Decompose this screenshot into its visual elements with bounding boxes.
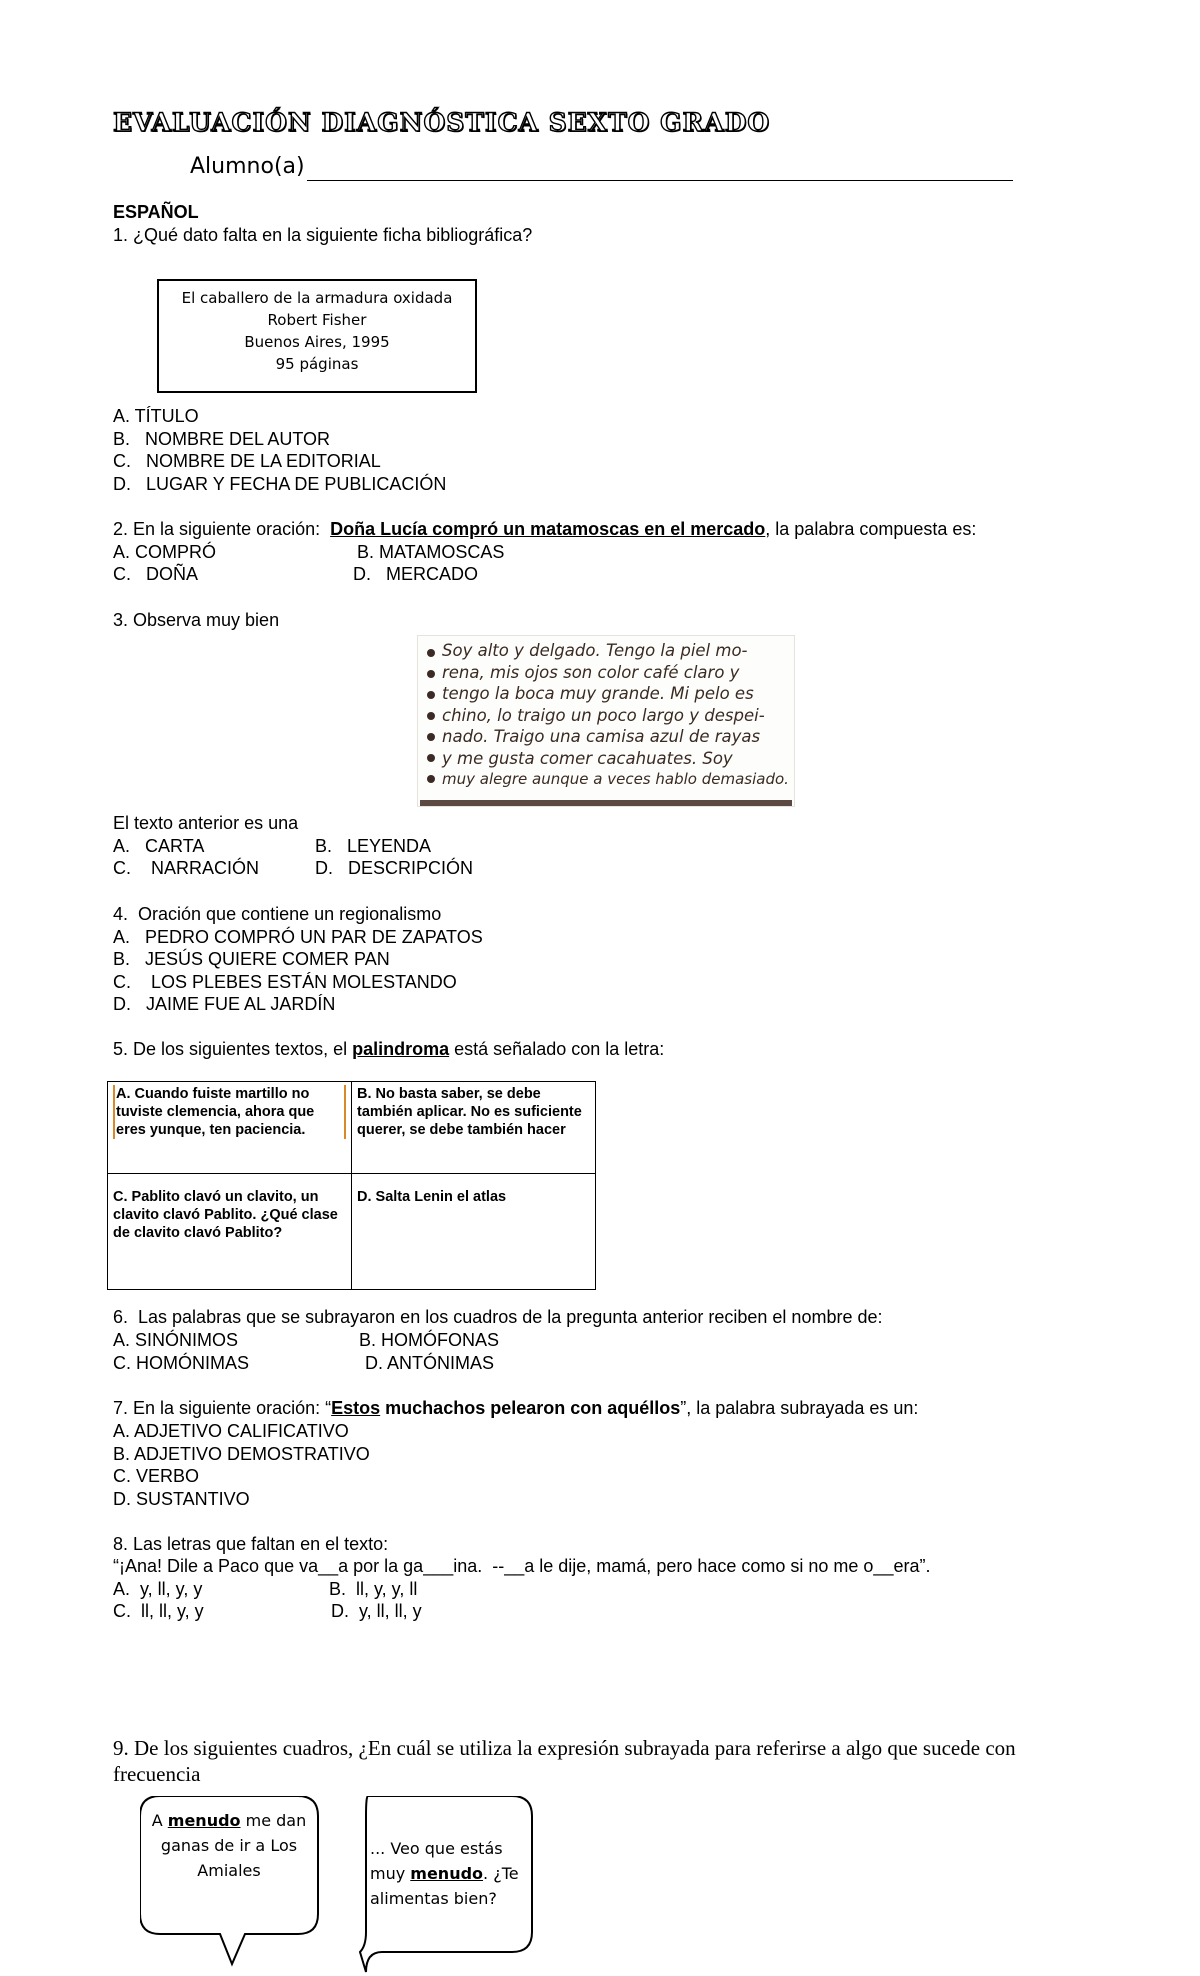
- table-cell-a[interactable]: [108, 1082, 352, 1174]
- q8-text: “¡Ana! Dile a Paco que va__a por la ga___ina. --__a le dije, mamá, pero hace como si no me o__era”.: [113, 1556, 931, 1576]
- bubble-2-text: [370, 1836, 526, 1911]
- q5-suffix: está señalado con la letra:: [449, 1039, 665, 1059]
- q5-prefix: 5. De los siguientes textos, el: [113, 1039, 353, 1059]
- handwritten-line: chino, lo traigo un poco largo y despei-: [442, 705, 765, 725]
- bubble-2-word: menudo: [410, 1864, 484, 1883]
- bubble-1-line: Amiales: [197, 1861, 261, 1880]
- bibliographic-card: [157, 279, 477, 393]
- q7-underlined-word: Estos: [331, 1398, 381, 1418]
- option[interactable]: A. TÍTULO: [113, 406, 199, 426]
- q7-question: [113, 1397, 918, 1420]
- q5-keyword: palindroma: [352, 1039, 450, 1059]
- option[interactable]: B. ADJETIVO DEMOSTRATIVO: [113, 1443, 370, 1464]
- exam-title: EVALUACIÓN DIAGNÓSTICA SEXTO GRADO: [113, 108, 771, 137]
- option[interactable]: A. SINÓNIMOS: [113, 1330, 239, 1350]
- option[interactable]: B. JESÚS QUIERE COMER PAN: [113, 949, 390, 969]
- spiral-rings: [421, 636, 441, 806]
- notebook-image: [417, 635, 795, 807]
- q7-options: [113, 1420, 370, 1510]
- option[interactable]: C. DOÑA: [113, 564, 199, 584]
- option[interactable]: B. ll, y, y, ll: [329, 1579, 418, 1599]
- handwritten-line: rena, mis ojos son color café claro y: [442, 662, 740, 682]
- bubble-1-pre: A: [151, 1811, 168, 1830]
- q8-question: 8. Las letras que faltan en el texto:: [113, 1534, 389, 1554]
- ficha-line: Buenos Aires, 1995: [244, 333, 390, 351]
- option[interactable]: D. LUGAR Y FECHA DE PUBLICACIÓN: [113, 473, 447, 494]
- bubble-2-line: [370, 1861, 526, 1886]
- q4-question: 4. Oración que contiene un regionalismo: [113, 904, 442, 924]
- option[interactable]: B. MATAMOSCAS: [357, 542, 505, 562]
- option[interactable]: B. HOMÓFONAS: [359, 1330, 500, 1350]
- option[interactable]: C. LOS PLEBES ESTÁN MOLESTANDO: [113, 971, 457, 992]
- ficha-line: 95 páginas: [275, 355, 359, 373]
- bubble-1-line: ganas de ir a Los: [160, 1836, 298, 1855]
- table-cell-d[interactable]: [352, 1174, 596, 1290]
- option[interactable]: D. ANTÓNIMAS: [365, 1353, 495, 1373]
- option[interactable]: D. MERCADO: [353, 564, 479, 584]
- q9-question: 9. De los siguientes cuadros, ¿En cuál se utiliza la expresión subrayada para referirse a algo que sucede con frecuencia: [113, 1736, 1016, 1786]
- q7-prefix: 7. En la siguiente oración: “: [113, 1398, 332, 1418]
- option[interactable]: A. ADJETIVO CALIFICATIVO: [113, 1421, 349, 1441]
- bubble-2-pre: muy: [370, 1864, 411, 1883]
- q1-question: 1. ¿Qué dato falta en la siguiente ficha bibliográfica?: [113, 225, 533, 245]
- q7-suffix: ”, la palabra subrayada es un:: [680, 1398, 919, 1418]
- option[interactable]: C. NOMBRE DE LA EDITORIAL: [113, 451, 381, 471]
- option[interactable]: A. COMPRÓ: [113, 542, 217, 562]
- handwritten-line: y me gusta comer cacahuates. Soy: [442, 748, 733, 768]
- section-heading: ESPAÑOL: [113, 202, 199, 222]
- option[interactable]: B. LEYENDA: [315, 836, 432, 856]
- q3-question: 3. Observa muy bien: [113, 610, 280, 630]
- handwritten-line: tengo la boca muy grande. Mi pelo es: [442, 684, 754, 703]
- table-cell-b[interactable]: [352, 1082, 596, 1174]
- handwritten-line: muy alegre aunque a veces hablo demasiado.: [442, 770, 789, 788]
- bubble-1-word: menudo: [167, 1811, 241, 1830]
- q2-prefix: 2. En la siguiente oración:: [113, 519, 331, 539]
- cell-b-text: B. No basta saber, se debe también aplicar. No es suficiente querer, se debe también hacer: [357, 1086, 582, 1138]
- handwritten-line: Soy alto y delgado. Tengo la piel mo-: [442, 641, 748, 660]
- option[interactable]: D. DESCRIPCIÓN: [315, 858, 474, 878]
- table-cell-c[interactable]: [108, 1174, 352, 1290]
- option[interactable]: D. JAIME FUE AL JARDÍN: [113, 994, 336, 1014]
- q5-question: [113, 1038, 664, 1061]
- cell-d-text: D. Salta Lenin el atlas: [357, 1189, 507, 1205]
- q6-question: 6. Las palabras que se subrayaron en los cuadros de la pregunta anterior reciben el nombre de:: [113, 1307, 883, 1327]
- cell-c-text: C. Pablito clavó un clavito, un clavito clavó Pablito. ¿Qué clase de clavito clavó Pablito?: [113, 1189, 338, 1241]
- cell-a-text: A. Cuando fuiste martillo no tuviste clemencia, ahora que eres yunque, ten paciencia.: [113, 1085, 346, 1139]
- ficha-line: El caballero de la armadura oxidada: [181, 289, 453, 307]
- q4-block: [113, 903, 483, 1016]
- option[interactable]: C. NARRACIÓN: [113, 858, 260, 878]
- q1-options: [113, 405, 446, 495]
- option[interactable]: B. NOMBRE DEL AUTOR: [113, 428, 331, 449]
- q2-suffix: , la palabra compuesta es:: [765, 519, 977, 539]
- option[interactable]: C. VERBO: [113, 1466, 200, 1486]
- bubble-2-line: alimentas bien?: [370, 1889, 497, 1908]
- option[interactable]: D. SUSTANTIVO: [113, 1488, 250, 1509]
- q3-followup: El texto anterior es una: [113, 813, 299, 833]
- q2-sentence: Doña Lucía compró un matamoscas en el mercado: [330, 519, 766, 539]
- handwritten-line: nado. Traigo una camisa azul de rayas: [442, 727, 761, 746]
- bubble-2-post: . ¿Te: [483, 1864, 519, 1883]
- option[interactable]: C. ll, ll, y, y: [113, 1601, 204, 1621]
- option[interactable]: A. PEDRO COMPRÓ UN PAR DE ZAPATOS: [113, 926, 483, 947]
- option[interactable]: A. CARTA: [113, 836, 205, 856]
- ficha-line: Robert Fisher: [267, 311, 367, 329]
- bubble-1-post: me dan: [240, 1811, 307, 1830]
- texts-table: [107, 1081, 596, 1290]
- bubble-2-line: ... Veo que estás: [370, 1839, 503, 1858]
- student-name-line[interactable]: [307, 180, 1013, 181]
- notebook-bottom-edge: [420, 800, 792, 806]
- student-name-label: Alumno(a): [190, 154, 305, 179]
- option[interactable]: D. y, ll, ll, y: [331, 1601, 422, 1621]
- bubble-1-line: [148, 1808, 310, 1833]
- q7-sentence-rest: muchachos pelearon con aquéllos: [380, 1398, 681, 1418]
- option[interactable]: C. HOMÓNIMAS: [113, 1353, 250, 1373]
- q2-question: [113, 518, 976, 541]
- bubble-1-text: [148, 1808, 310, 1883]
- option[interactable]: A. y, ll, y, y: [113, 1579, 203, 1599]
